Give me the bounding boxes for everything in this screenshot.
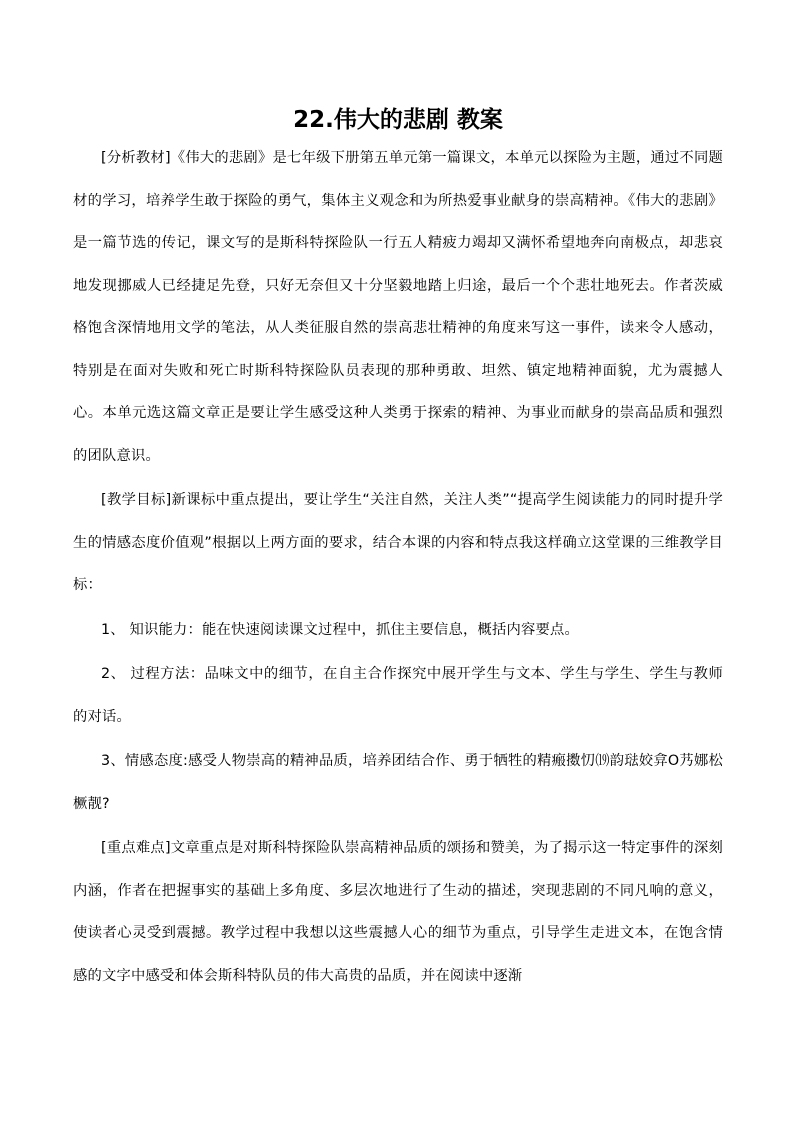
document-title: 22.伟大的悲剧 教案 bbox=[293, 107, 503, 133]
paragraph-keypoints: [重点难点]文章重点是对斯科特探险队崇高精神品质的颂扬和赞美，为了揭示这一特定事件的深刻内涵，作者在把握事实的基础上多角度、多层次地进行了生动的描述，突现悲剧的不同凡响的意义，使读者心灵受到震撼。教学过程中我想以这些震撼人心的细节为重点，引导学生走进文本，在饱含情感的文字中感受和体会斯科特队员的伟大高贵的品质，并在阅读中逐渐 bbox=[73, 840, 723, 984]
goal-item-process: 2、 过程方法：品味文中的细节，在自主合作探究中展开学生与文本、学生与学生、学生与教师的对话。 bbox=[73, 666, 723, 725]
document-page bbox=[73, 0, 723, 997]
goal-item-knowledge: 1、 知识能力：能在快速阅读课文过程中，抓住主要信息，概括内容要点。 bbox=[101, 621, 579, 638]
paragraph-analysis: [分析教材]《伟大的悲剧》是七年级下册第五单元第一篇课文，本单元以探险为主题，通过不同题材的学习，培养学生敢于探险的勇气，集体主义观念和为所热爱事业献身的崇高精神。《伟大的悲剧》是一篇节选的传记，课文写的是斯科特探险队一行五人精疲力竭却又满怀希望地奔向南极点，却悲哀地发现挪威人已经捷足先登，只好无奈但又十分坚毅地踏上归途，最后一个个悲壮地死去。作者茨威格饱含深情地用文学的笔法，从人类征服自然的崇高悲壮精神的角度来写这一事件，读来令人感动，特别是在面对失败和死亡时斯科特探险队员表现的那种勇敢、坦然、镇定地精神面貌，尤为震撼人心。本单元选这篇文章正是要让学生感受这种人类勇于探索的精神、为事业而献身的崇高品质和强烈的团队意识。 bbox=[73, 150, 723, 464]
goal-item-emotion: 3、情感态度:感受人物崇高的精神品质，培养团结合作、勇于牺牲的精瘢擞忉⒆韵琺姣弇O艿娜松橛靓? bbox=[73, 753, 723, 812]
paragraph-goals: [教学目标]新课标中重点提出，要让学生“关注自然，关注人类”“提高学生阅读能力的同时提升学生的情感态度价值观”根据以上两方面的要求，结合本课的内容和特点我这样确立这堂课的三维教学目标： bbox=[73, 492, 723, 593]
